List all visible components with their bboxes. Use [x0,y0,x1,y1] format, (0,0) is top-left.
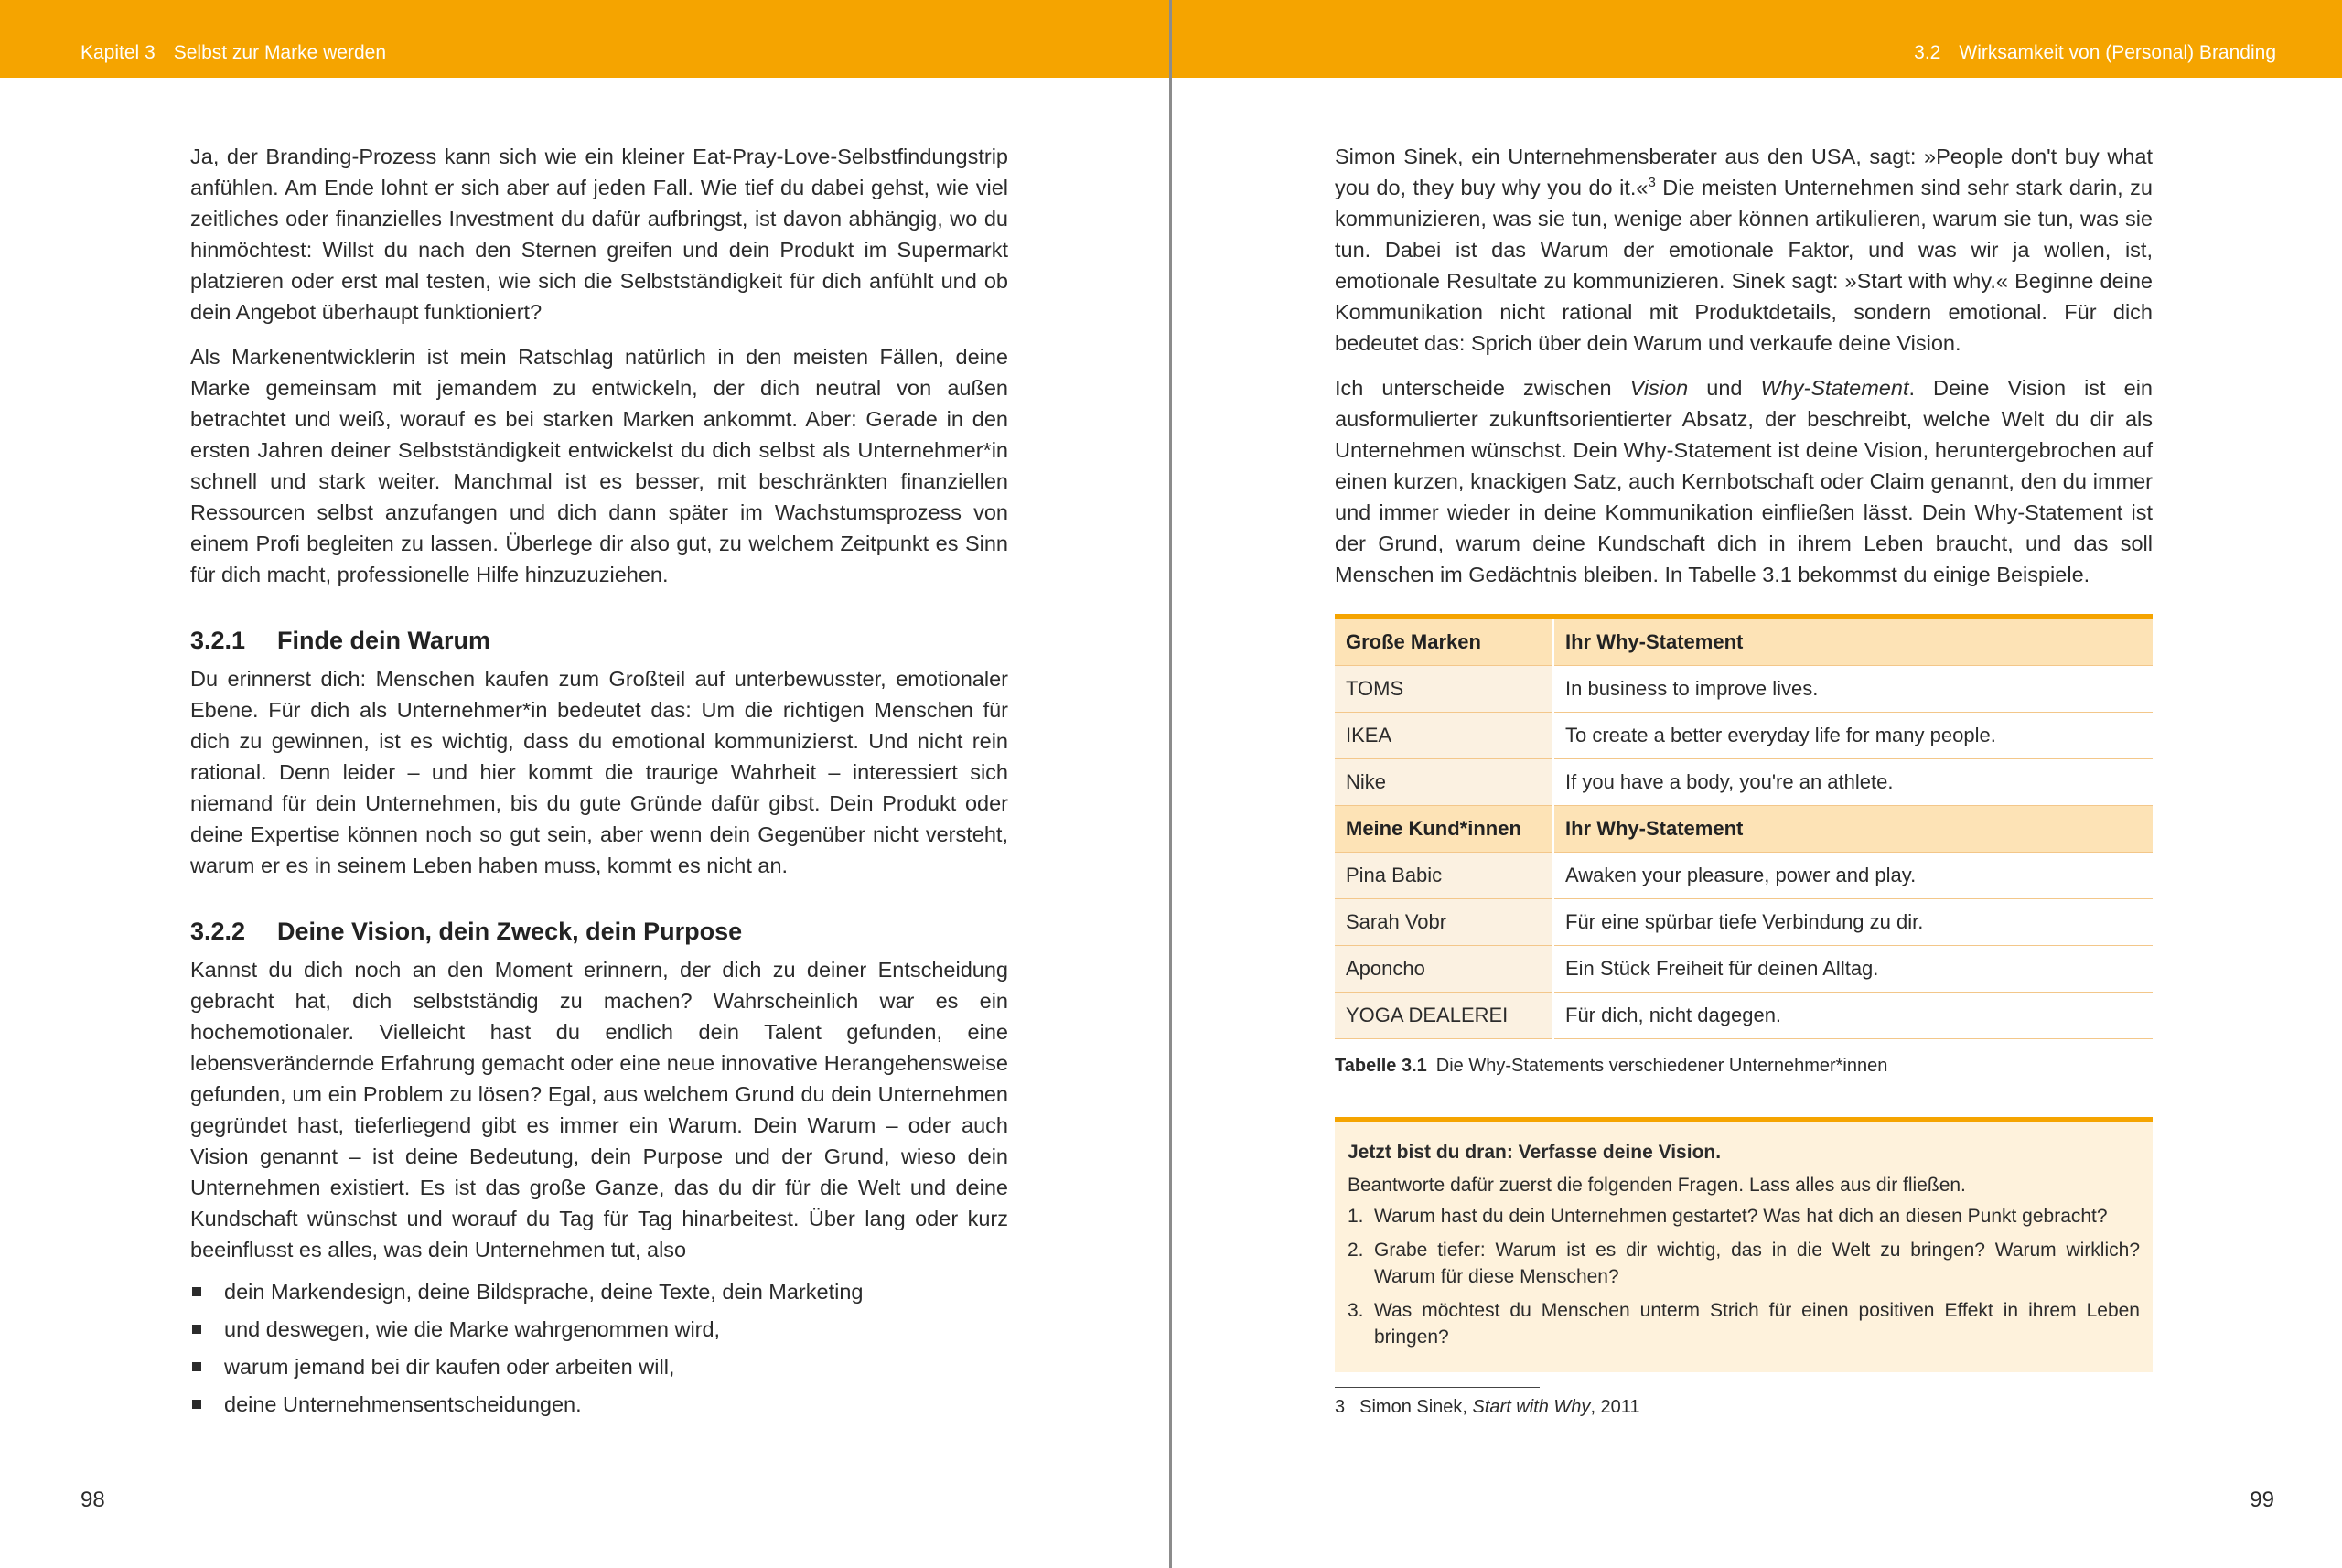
table-cell: IKEA [1335,713,1553,759]
exercise-box [1335,1117,2153,1372]
list-text: Warum hast du dein Unternehmen gestartet? Was hat dich an diesen Punkt gebracht? [1374,1206,2108,1227]
list-item [1348,1203,2140,1230]
list-item [1348,1297,2140,1350]
list-text: Was möchtest du Menschen unterm Strich für einen positiven Effekt in ihrem Leben bringen? [1374,1300,2140,1348]
page-number: 99 [2250,1487,2274,1512]
text-run: Simon Sinek, ein Unternehmensberater aus den USA, sagt: »People don't buy what you do, they buy why you do it.« [1335,145,2153,199]
text-run: , 2011 [1590,1397,1640,1417]
header-section-number: 3.2 [1914,42,1941,63]
table-header-cell: Ihr Why-Statement [1553,806,2153,853]
chapter-number: Kapitel 3 [81,42,156,63]
table-cell: If you have a body, you're an athlete. [1553,759,2153,806]
section-label [1914,42,2276,64]
table-row [1335,853,2153,899]
chapter-title: Selbst zur Marke werden [173,42,386,63]
emphasis: Why-Statement [1760,376,1909,400]
paragraph [1335,372,2153,590]
table-header-cell: Ihr Why-Statement [1553,617,2153,666]
left-running-header [0,0,1169,78]
section-title: Finde dein Warum [277,627,491,654]
text-run: Simon Sinek, [1359,1397,1473,1417]
table-cell: Nike [1335,759,1553,806]
caption-label: Tabelle 3.1 [1335,1056,1427,1076]
section-heading [190,916,1008,947]
table-row [1335,666,2153,713]
list-item: und deswegen, wie die Marke wahrgenommen wird, [190,1314,1008,1345]
right-page [1172,0,2342,1568]
header-section-title: Wirksamkeit von (Personal) Branding [1959,42,2276,63]
paragraph [1335,141,2153,359]
table-cell: Pina Babic [1335,853,1553,899]
footnote-rule [1335,1387,1540,1388]
caption-text: Die Why-Statements verschiedener Unternehmer*innen [1435,1056,1888,1076]
list-number: 2. [1348,1240,1364,1261]
left-text-column [190,141,1008,1426]
footnote [1335,1397,2153,1418]
table-row [1335,946,2153,993]
footnote-ref: 3 [1648,175,1656,191]
paragraph: Als Markenentwicklerin ist mein Ratschlag natürlich in den meisten Fällen, deine Marke gemeinsam mit jemandem zu entwickeln, der dich neutral von außen betrachtet und weiß, worauf es bei starken Marken ankommt. Aber: Gerade in den ersten Jahren deiner Selbstständigkeit entwickelst du dich selbst als Unternehmer*in schnell und stark weiter. Manchmal ist es besser, mit beschränkten finanziellen Ressourcen selbst anzufangen und dich dann später im Wachstumsprozess von einem Profi begleiten zu lassen. Überlege dir also gut, zu welchem Zeitpunkt es Sinn für dich macht, professionelle Hilfe hinzuzuziehen. [190,345,1008,586]
table-cell: Awaken your pleasure, power and play. [1553,853,2153,899]
table-row [1335,759,2153,806]
table-header-cell: Meine Kund*innen [1335,806,1553,853]
section-number: 3.2.2 [190,918,246,945]
right-running-header [1172,0,2342,78]
table-cell: Für dich, nicht dagegen. [1553,993,2153,1039]
list-item [1348,1237,2140,1290]
chapter-label [81,42,386,64]
why-statement-table [1335,614,2153,1039]
list-text: Grabe tiefer: Warum ist es dir wichtig, das in die Welt zu bringen? Warum wirklich? Warum für diese Menschen? [1374,1240,2140,1287]
exercise-intro: Beantworte dafür zuerst die folgenden Fragen. Lass alles aus dir fließen. [1348,1175,1966,1196]
table-header-row [1335,806,2153,853]
table-row [1335,713,2153,759]
table-row [1335,993,2153,1039]
right-text-column [1335,141,2153,1418]
emphasis: Vision [1629,376,1689,400]
left-page [0,0,1169,1568]
list-item: deine Unternehmensentscheidungen. [190,1389,1008,1420]
exercise-title: Jetzt bist du dran: Verfasse deine Vision. [1348,1142,1722,1163]
emphasis: Start with Why [1472,1397,1591,1417]
table-cell: YOGA DEALEREI [1335,993,1553,1039]
table-cell: In business to improve lives. [1553,666,2153,713]
list-number: 1. [1348,1206,1364,1227]
table-header-row [1335,617,2153,666]
text-run: und [1688,376,1761,400]
section-number: 3.2.1 [190,627,246,654]
page-number: 98 [81,1487,105,1512]
table-cell: Ein Stück Freiheit für deinen Alltag. [1553,946,2153,993]
text-run: . Deine Vision ist ein ausformulierter zukunftsorientierter Absatz, der beschreibt, welche Welt du dir als Unternehmen wünschst. Dein Why-Statement ist deine Vision, heruntergebrochen auf einen kurzen, knackigen Satz, auch Kernbotschaft oder Claim genannt, den du immer und immer wieder in deine Kommunikation einfließen lässt. Dein Why-Statement ist der Grund, warum deine Kundschaft dich in ihrem Leben braucht, und das soll Menschen im Gedächtnis bleiben. In Tabelle 3.1 bekommst du einige Beispiele. [1335,376,2153,586]
paragraph: Du erinnerst dich: Menschen kaufen zum Großteil auf unterbewusster, emotionaler Ebene. Für dich als Unternehmer*in bedeutet das: Um die richtigen Menschen für dich zu gewinnen, ist es wichtig, dass du emotional kommunizierst. Und nicht rein rational. Denn leider – und hier kommt die traurige Wahrheit – interessiert sich niemand für dein Unternehmen, bis du gute Gründe dafür gibst. Dein Produkt oder deine Expertise können noch so gut sein, aber wenn dein Gegenüber nicht versteht, warum er es in seinem Leben haben muss, kommt es nicht an. [190,667,1008,877]
list-item: warum jemand bei dir kaufen oder arbeiten will, [190,1351,1008,1382]
text-run: Die meisten Unternehmen sind sehr stark darin, zu kommunizieren, was sie tun, wenige aber können artikulieren, warum sie tun, was sie tun. Dabei ist das Warum der emotionale Faktor, und was wir ja wollen, ist, emotionale Resultate zu kommunizieren. Sinek sagt: »Start with why.« Beginne deine Kommunikation nicht rational mit Produktdetails, sondern emotional. Für dich bedeutet das: Sprich über dein Warum und verkaufe deine Vision. [1335,176,2153,355]
table-cell: Aponcho [1335,946,1553,993]
table-cell: Sarah Vobr [1335,899,1553,946]
list-number: 3. [1348,1300,1364,1321]
exercise-list [1348,1203,2140,1350]
section-title: Deine Vision, dein Zweck, dein Purpose [277,918,743,945]
paragraph: Ja, der Branding-Prozess kann sich wie ein kleiner Eat-Pray-Love-Selbstfindungstrip anfühlen. Am Ende lohnt er sich aber auf jeden Fall. Wie tief du dabei gehst, wie viel zeitliches oder finanzielles Investment du dafür aufbringst, ist davon abhängig, wo du hinmöchtest: Willst du nach den Sternen greifen und dein Produkt im Supermarkt platzieren oder erst mal testen, wie sich die Selbstständigkeit für dich anfühlt und ob dein Angebot überhaupt funktioniert? [190,145,1008,324]
text-run: Ich unterscheide zwischen [1335,376,1630,400]
table-caption [1335,1056,2153,1077]
list-item: dein Markendesign, deine Bildsprache, deine Texte, dein Marketing [190,1276,1008,1307]
footnote-number: 3 [1335,1397,1346,1417]
table-cell: To create a better everyday life for many people. [1553,713,2153,759]
table-cell: Für eine spürbar tiefe Verbindung zu dir. [1553,899,2153,946]
table-header-cell: Große Marken [1335,617,1553,666]
table-row [1335,899,2153,946]
section-heading [190,625,1008,656]
table-cell: TOMS [1335,666,1553,713]
bullet-list [190,1276,1008,1420]
paragraph: Kannst du dich noch an den Moment erinnern, der dich zu deiner Entscheidung gebracht hat, dich selbstständig zu machen? Wahrscheinlich war es ein hochemotionaler. Vielleicht hast du endlich dein Talent gefunden, eine lebensverändernde Erfahrung gemacht oder eine neue innovative Herangehensweise gefunden, um ein Problem zu lösen? Egal, aus welchem Grund du dein Unternehmen gegründet hast, tieferliegend gibt es immer ein Warum. Dein Warum – oder auch Vision genannt – ist deine Bedeutung, dein Purpose und der Grund, wieso dein Unternehmen existiert. Es ist das große Ganze, das du dir für die Welt und deine Kundschaft wünschst und worauf du Tag für Tag hinarbeitest. Über lang oder kurz beeinflusst es alles, was dein Unternehmen tut, also [190,958,1008,1262]
